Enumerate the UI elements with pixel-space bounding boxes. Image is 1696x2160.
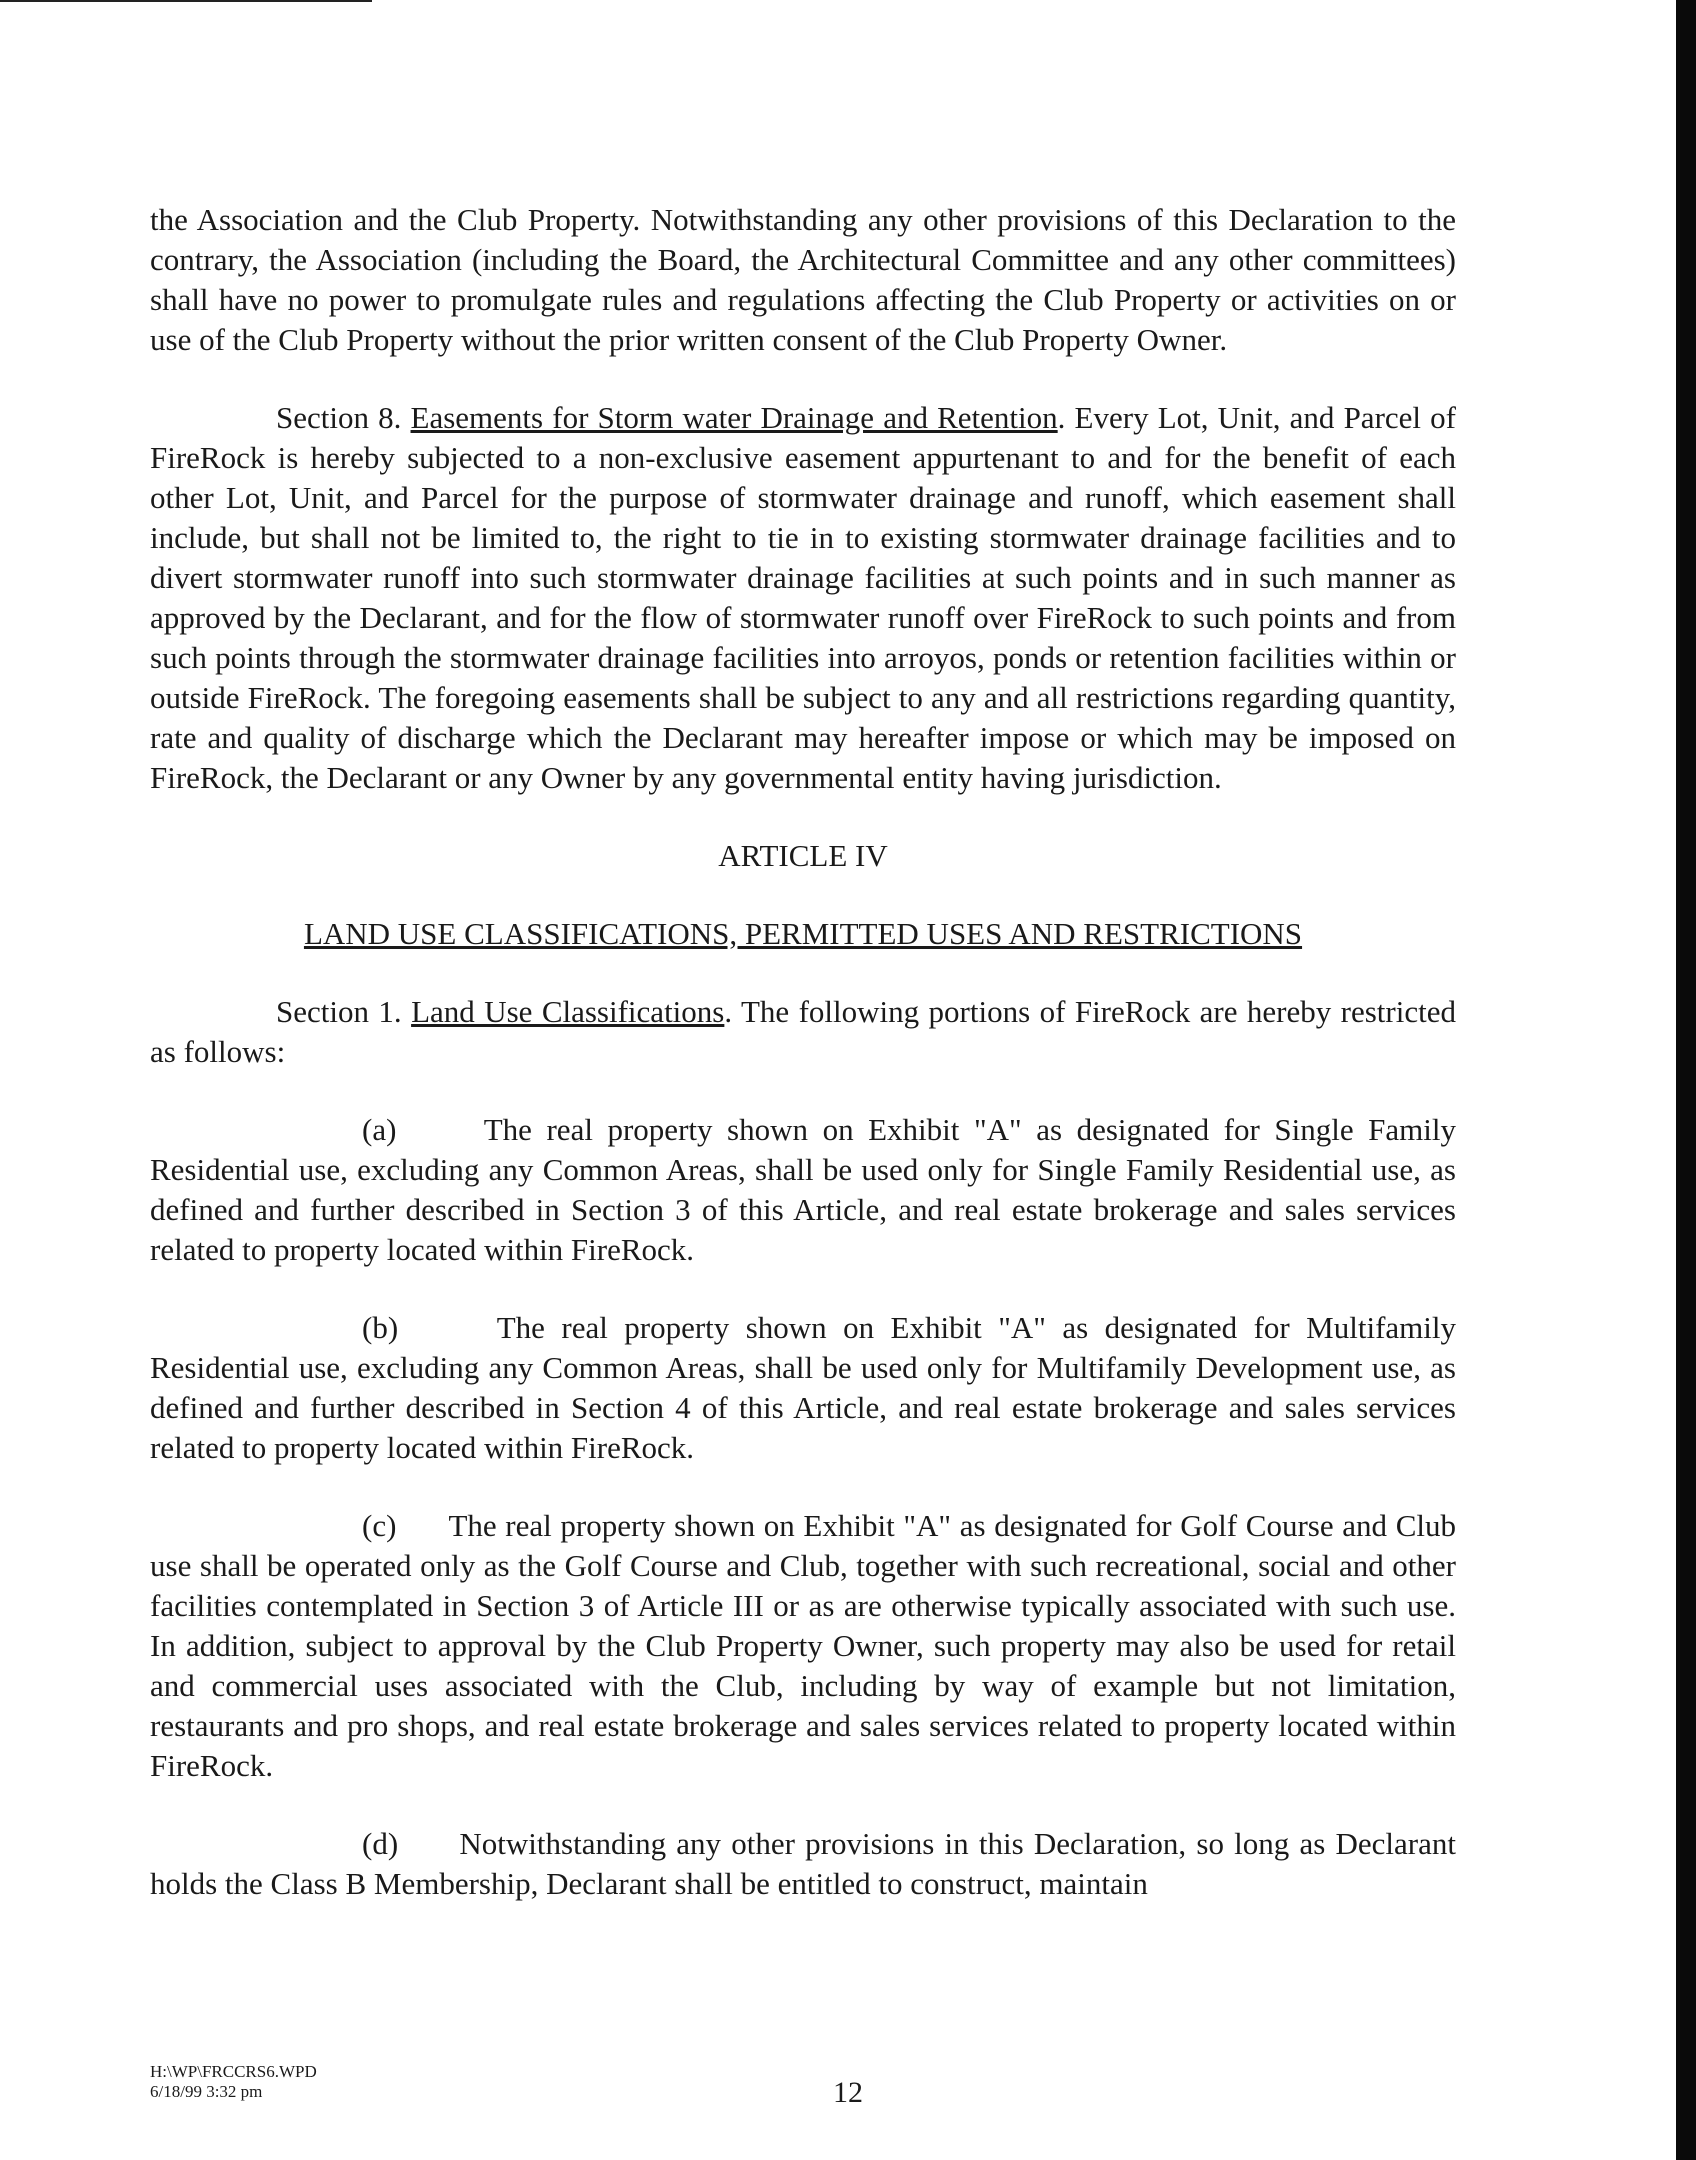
item-d <box>150 1824 1456 1904</box>
section-8-prefix: Section 8. <box>276 400 411 435</box>
item-c <box>150 1506 1456 1786</box>
scan-edge <box>1676 0 1696 2160</box>
item-text: The real property shown on Exhibit "A" as designated for Multifamily Residential use, excluding any Common Areas, shall be used only for Multifamily Development use, as defined and further described in Section 4 of this Article, and real estate brokerage and sales services related to property located within FireRock. <box>150 1310 1457 1465</box>
item-label: (a) <box>362 1112 397 1147</box>
item-text: Notwithstanding any other provisions in this Declaration, so long as Declarant holds the Class B Membership, Declarant shall be entitled to construct, maintain <box>150 1826 1456 1901</box>
section-1-prefix: Section 1. <box>276 994 412 1029</box>
section-8 <box>150 398 1456 798</box>
article-title: LAND USE CLASSIFICATIONS, PERMITTED USES AND RESTRICTIONS <box>303 916 1303 951</box>
section-1 <box>150 992 1456 1072</box>
document-page <box>150 200 1456 1942</box>
item-text: The real property shown on Exhibit "A" as designated for Single Family Residential use, excluding any Common Areas, shall be used only for Single Family Residential use, as defined and further described in Section 3 of this Article, and real estate brokerage and sales services related to property located within FireRock. <box>150 1112 1457 1267</box>
page-number: 12 <box>833 2076 863 2109</box>
item-label: (b) <box>362 1310 399 1345</box>
article-number: ARTICLE IV <box>718 838 888 873</box>
paragraph-continued: the Association and the Club Property. Notwithstanding any other provisions of this Declaration to the contrary, the Association (including the Board, the Architectural Committee and any other committees) shall have no power to promulgate rules and regulations affecting the Club Property or activities on or use of the Club Property without the prior written consent of the Club Property Owner. <box>150 202 1456 357</box>
item-text: The real property shown on Exhibit "A" as designated for Golf Course and Club use shall be operated only as the Golf Course and Club, together with such recreational, social and other facilities contemplated in Section 3 of Article III or as are otherwise typically associated with such use. In addition, subject to approval by the Club Property Owner, such property may also be used for retail and commercial uses associated with the Club, including by way of example but not limitation, restaurants and pro shops, and real estate brokerage and sales services related to property located within FireRock. <box>150 1508 1456 1783</box>
footer-file-path: H:\WP\FRCCRS6.WPD <box>150 2062 317 2081</box>
footer-timestamp: 6/18/99 3:32 pm <box>150 2082 263 2101</box>
item-b <box>150 1308 1456 1468</box>
item-label: (d) <box>362 1826 399 1861</box>
section-8-text: . Every Lot, Unit, and Parcel of FireRock is hereby subjected to a non-exclusive easement appurtenant to and for the benefit of each other Lot, Unit, and Parcel for the purpose of stormwater drainage and runoff, which easement shall include, but shall not be limited to, the right to tie in to existing stormwater drainage facilities and to divert stormwater runoff into such stormwater drainage facilities at such points and in such manner as approved by the Declarant, and for the flow of stormwater runoff over FireRock to such points and from such points through the stormwater drainage facilities into arroyos, ponds or retention facilities within or outside FireRock. The foregoing easements shall be subject to any and all restrictions regarding quantity, rate and quality of discharge which the Declarant may hereafter impose or which may be imposed on FireRock, the Declarant or any Owner by any governmental entity having jurisdiction. <box>150 400 1456 795</box>
top-rule <box>0 0 372 2</box>
item-a <box>150 1110 1456 1270</box>
section-1-text: . The following portions of FireRock are hereby restricted as follows: <box>150 994 1456 1069</box>
section-1-title: Land Use Classifications <box>411 994 725 1029</box>
item-label: (c) <box>362 1508 397 1543</box>
section-8-title: Easements for Storm water Drainage and Retention <box>410 400 1058 435</box>
